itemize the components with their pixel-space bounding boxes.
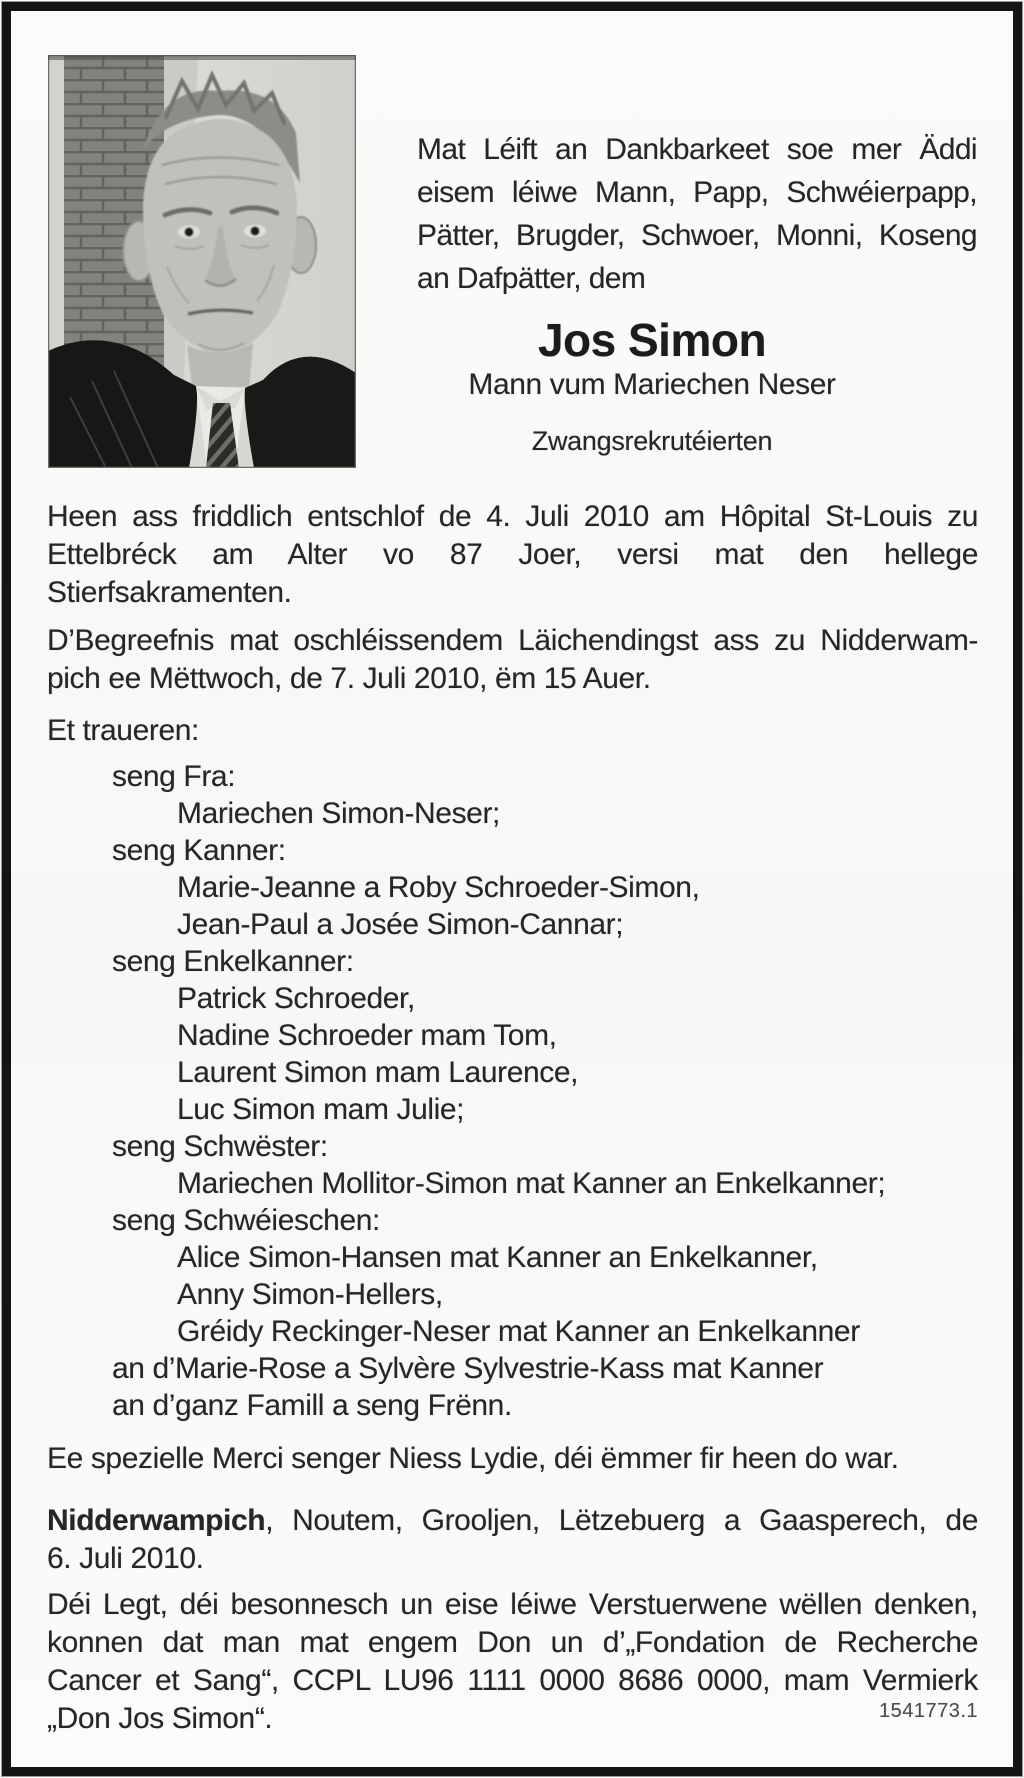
text-line: [47, 1502, 978, 1540]
text-line: Heen ass friddlich entschlof de 4. Juli 2010 am Hôpital St-Louis zu: [47, 500, 978, 533]
section-mourners-intro: [47, 712, 978, 750]
obituary-body: [47, 498, 978, 1738]
text-line: Mariechen Simon-Neser;: [177, 797, 500, 830]
text-line: Pätter, Brugder, Schwoer, Monni, Koseng: [417, 219, 977, 252]
deceased-name: Jos Simon: [537, 314, 767, 366]
section-death-notice: [47, 498, 978, 612]
section-dateline: [47, 1502, 978, 1578]
text-line: Marie-Jeanne a Roby Schroeder-Simon,: [177, 871, 700, 904]
text-line: Et traueren:: [47, 714, 199, 747]
text-line: Luc Simon mam Julie;: [177, 1093, 465, 1126]
intro-paragraph: [417, 128, 977, 300]
text-line: Gréidy Reckinger-Neser mat Kanner an Enkelkanner: [177, 1315, 860, 1348]
text-line: Mat Léift an Dankbarkeet soe mer Äddi: [417, 133, 977, 166]
text-line: Stierfsakramenten.: [47, 576, 292, 609]
text-line: konnen dat man mat engem Don un d’„Fondation de Recherche: [47, 1626, 978, 1659]
text-line: an d’ganz Famill a seng Frënn.: [112, 1389, 512, 1422]
text-line: seng Kanner:: [112, 834, 286, 867]
text-line: 6. Juli 2010.: [47, 1542, 204, 1575]
text-line: an Dafpätter, dem: [417, 262, 646, 295]
conscript-note: Zwangsrekrutéierten: [531, 426, 773, 456]
text-line: seng Fra:: [112, 760, 236, 793]
text-line: Anny Simon-Hellers,: [177, 1278, 443, 1311]
text-line: Jean-Paul a Josée Simon-Cannar;: [177, 908, 624, 941]
text-line: „Don Jos Simon“.: [47, 1702, 273, 1735]
text-line: seng Schwëster:: [112, 1130, 328, 1163]
bold-text-segment: Nidderwampich: [47, 1504, 266, 1537]
text-line: Ee spezielle Merci senger Niess Lydie, déi ëmmer fir heen do war.: [47, 1442, 899, 1475]
text-line: an d’Marie-Rose a Sylvère Sylvestrie-Kass mat Kanner: [112, 1352, 824, 1385]
text-line: D’Begreefnis mat oschléissendem Läichendingst ass zu Nidderwam-: [47, 624, 978, 657]
text-line: Cancer et Sang“, CCPL LU96 1111 0000 8686 0000, mam Vermierk: [47, 1664, 978, 1697]
portrait-illustration: [48, 55, 356, 468]
text-line: Déi Legt, déi besonnesch un eise léiwe Verstuerwene wëllen denken,: [47, 1588, 978, 1621]
section-thanks: [47, 1440, 978, 1478]
portrait-photo: [48, 55, 356, 468]
spouse-line: Mann vum Mariechen Neser: [468, 368, 836, 401]
reference-number: 1541773.1: [878, 1700, 978, 1722]
section-donation: [47, 1586, 978, 1738]
text-line: Laurent Simon mam Laurence,: [177, 1056, 579, 1089]
text-line: eisem léiwe Mann, Papp, Schwéierpapp,: [417, 176, 977, 209]
section-funeral: [47, 622, 978, 698]
text-line: seng Schwéieschen:: [112, 1204, 380, 1237]
text-line: Nadine Schroeder mam Tom,: [177, 1019, 557, 1052]
text-line: seng Enkelkanner:: [112, 945, 354, 978]
text-line: Alice Simon-Hansen mat Kanner an Enkelkanner,: [177, 1241, 818, 1274]
section-mourners-list: [47, 758, 978, 1424]
text-line: Ettelbréck am Alter vo 87 Joer, versi mat den hellege: [47, 538, 978, 571]
text-segment: , Noutem, Grooljen, Lëtzebuerg a Gaasperech, de: [265, 1504, 978, 1537]
text-line: Patrick Schroeder,: [177, 982, 415, 1015]
text-line: Mariechen Mollitor-Simon mat Kanner an Enkelkanner;: [177, 1167, 886, 1200]
text-line: pich ee Mëttwoch, de 7. Juli 2010, ëm 15 Auer.: [47, 662, 651, 695]
